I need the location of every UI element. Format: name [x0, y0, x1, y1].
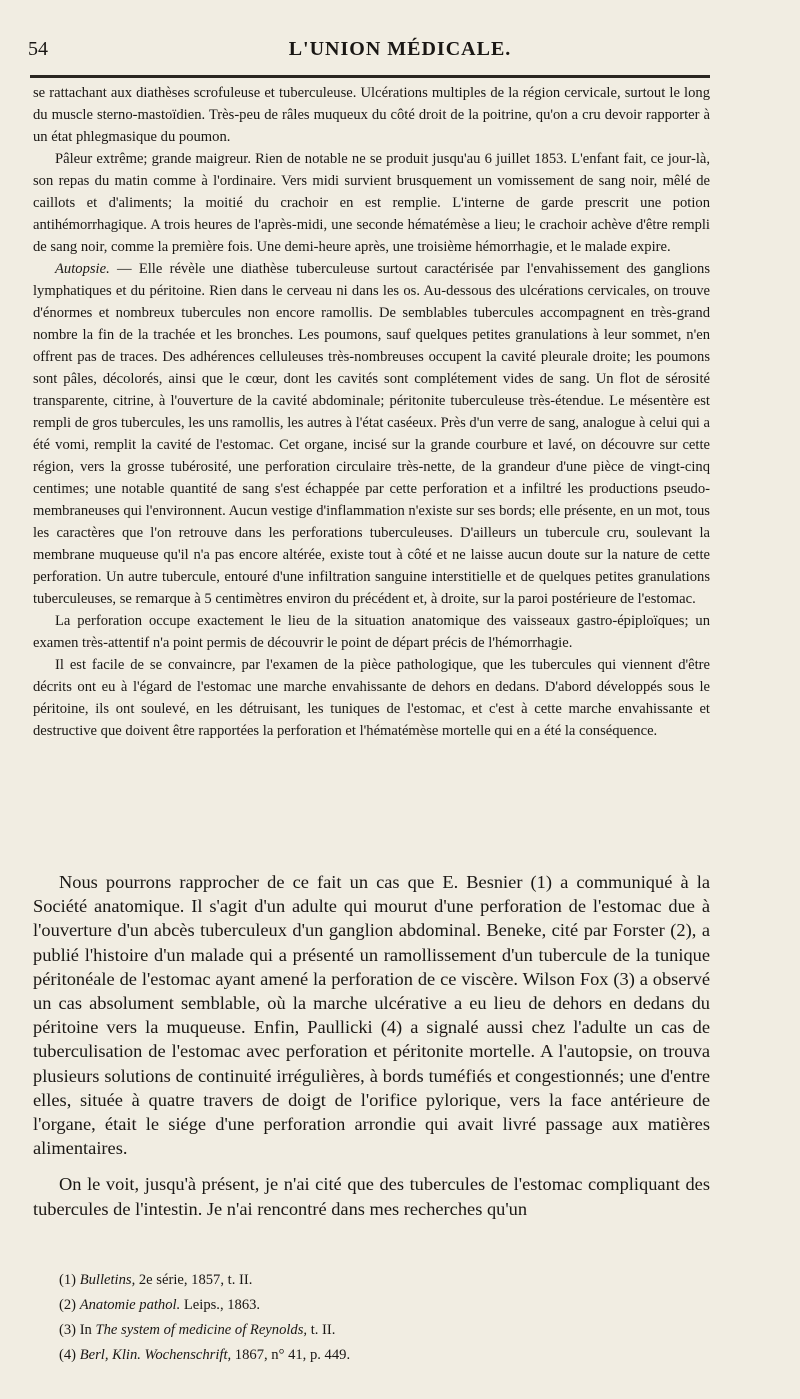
footnote-4: (4) Berl, Klin. Wochenschrift, 1867, n° 41, p. 449.: [59, 1347, 351, 1363]
main-paragraph-2: On le voit, jusqu'à présent, je n'ai cité que des tubercules de l'estomac compliquant des tubercules de l'intestin. Je n'ai rencontré dans mes recherches qu'un: [33, 1174, 710, 1219]
footnote-2: (2) Anatomie pathol. Leips., 1863.: [59, 1297, 261, 1313]
autopsie-paragraph: [33, 258, 710, 610]
footnotes: [33, 1268, 710, 1368]
observation-paragraph-2: Pâleur extrême; grande maigreur. Rien de notable ne se produit jusqu'au 6 juillet 1853. L'enfant fait, ce jour-là, son repas du matin comme à l'ordinaire. Vers midi survient brusquement un vomissement de sang noir, mêlé de caillots et d'aliments; la moitié du crachoir en est remplie. L'interne de garde prescrit une potion antihémorrhagique. A trois heures de l'après-midi, une seconde hématémèse a lieu; le crachoir achève d'être rempli de sang noir, comme la première fois. Une demi-heure après, une troisième hémorrhagie, et le malade expire.: [33, 151, 710, 255]
page-header: [28, 38, 772, 68]
observation-text: [33, 82, 710, 742]
autopsie-label: Autopsie.: [55, 261, 110, 277]
autopsie-text: — Elle révèle une diathèse tuberculeuse surtout caractérisée par l'envahissement des ganglions lymphatiques et du péritoine. Rien dans le cerveau ni dans les os. Au-dessous des ulcérations cervicales, on trouve d'énormes et nombreux tubercules non encore ramollis. De semblables tubercules accompagnent en très-grand nombre la fin de la trachée et les bronches. Les poumons, sauf quelques petites granulations à leur sommet, n'en offrent pas de traces. Des adhérences celluleuses très-nombreuses occupent la cavité pleurale droite; les poumons sont pâles, décolorés, ainsi que le cœur, dont les cavités sont complétement vides de sang. Un flot de sérosité transparente, citrine, à l'ouverture de la cavité abdominale; péritonite tuberculeuse très-étendue. Le mésentère est rempli de gros tubercules, les uns ramollis, les autres à l'état caséeux. Près d'un verre de sang, analogue à celui qui a été vomi, remplit la cavité de l'estomac. Cet organe, incisé sur la grande courbure et lavé, on découvre sur cette région, vers la grosse tubérosité, une perforation circulaire très-nette, de la grandeur d'une pièce de vingt-cinq centimes; une notable quantité de sang s'est échappée par cette perforation et a infiltré les productions pseudo-membraneuses qui l'environnent. Aucun vestige d'inflammation n'existe sur ses bords; elle présente, en un mot, tous les caractères que l'on retrouve dans les perforations tuberculeuses. D'ailleurs un tubercule cru, soulevant la membrane muqueuse qu'il n'a pas encore altérée, existe tout à côté et ne laisse aucun doute sur la nature de cette perforation. Un autre tubercule, entouré d'une infiltration sanguine interstitielle et de quelques petites granulations tuberculeuses, se remarque à 5 centimètres environ du précédent et, à droite, sur la paroi postérieure de l'estomac.: [33, 261, 710, 607]
observation-paragraph-5: Il est facile de se convaincre, par l'examen de la pièce pathologique, que les tubercules qui viennent d'être décrits ont eu à l'égard de l'estomac une marche envahissante de dehors en dedans. D'abord développés sous le péritoine, ils ont soulevé, en les détruisant, les tuniques de l'estomac, et c'est à cette marche envahissante et destructive que doivent être rapportées la perforation et l'hématémèse mortelle qui en a été la conséquence.: [33, 657, 710, 739]
footnote-1: (1) Bulletins, 2e série, 1857, t. II.: [59, 1272, 253, 1288]
footnote-3: (3) In The system of medicine of Reynolds, t. II.: [59, 1322, 336, 1338]
header-rule: [30, 75, 710, 78]
observation-paragraph-1: se rattachant aux diathèses scrofuleuse et tuberculeuse. Ulcérations multiples de la région cervicale, surtout le long du muscle sterno-mastoïdien. Très-peu de râles muqueux du côté droit de la poitrine, qu'on a cru devoir rapporter à un état phlegmasique du poumon.: [33, 85, 710, 145]
observation-paragraph-4: La perforation occupe exactement le lieu de la situation anatomique des vaisseaux gastro-épiploïques; un examen très-attentif n'a point permis de découvrir le point de départ précis de l'hémorrhagie.: [33, 613, 710, 651]
main-paragraph-1: Nous pourrons rapprocher de ce fait un cas que E. Besnier (1) a communiqué à la Société anatomique. Il s'agit d'un adulte qui mourut d'une perforation de l'estomac due à l'ouverture d'un abcès tuberculeux d'un ganglion abdominal. Beneke, cité par Forster (2), a publié l'histoire d'un malade qui a présenté un ramollissement d'un tubercule de la tunique péritonéale de l'estomac ayant amené la perforation de ce viscère. Wilson Fox (3) a observé un cas absolument semblable, où la marche ulcérative a eu lieu de dehors en dedans du péritoine vers la muqueuse. Enfin, Paullicki (4) a signalé aussi chez l'adulte un cas de tuberculisation de l'estomac avec perforation et péritonite mortelle. A l'autopsie, on trouva plusieurs solutions de continuité irrégulières, à bords tuméfiés et congestionnés; une d'entre elles, située à quatre travers de doigt de l'orifice pylorique, vers la face antérieure de l'organe, était le siége d'une perforation arrondie qui avait livré passage aux matières alimentaires.: [33, 872, 710, 1159]
page-number: 54: [28, 38, 48, 60]
running-title: L'UNION MÉDICALE.: [288, 38, 512, 60]
main-text: [33, 870, 710, 1233]
